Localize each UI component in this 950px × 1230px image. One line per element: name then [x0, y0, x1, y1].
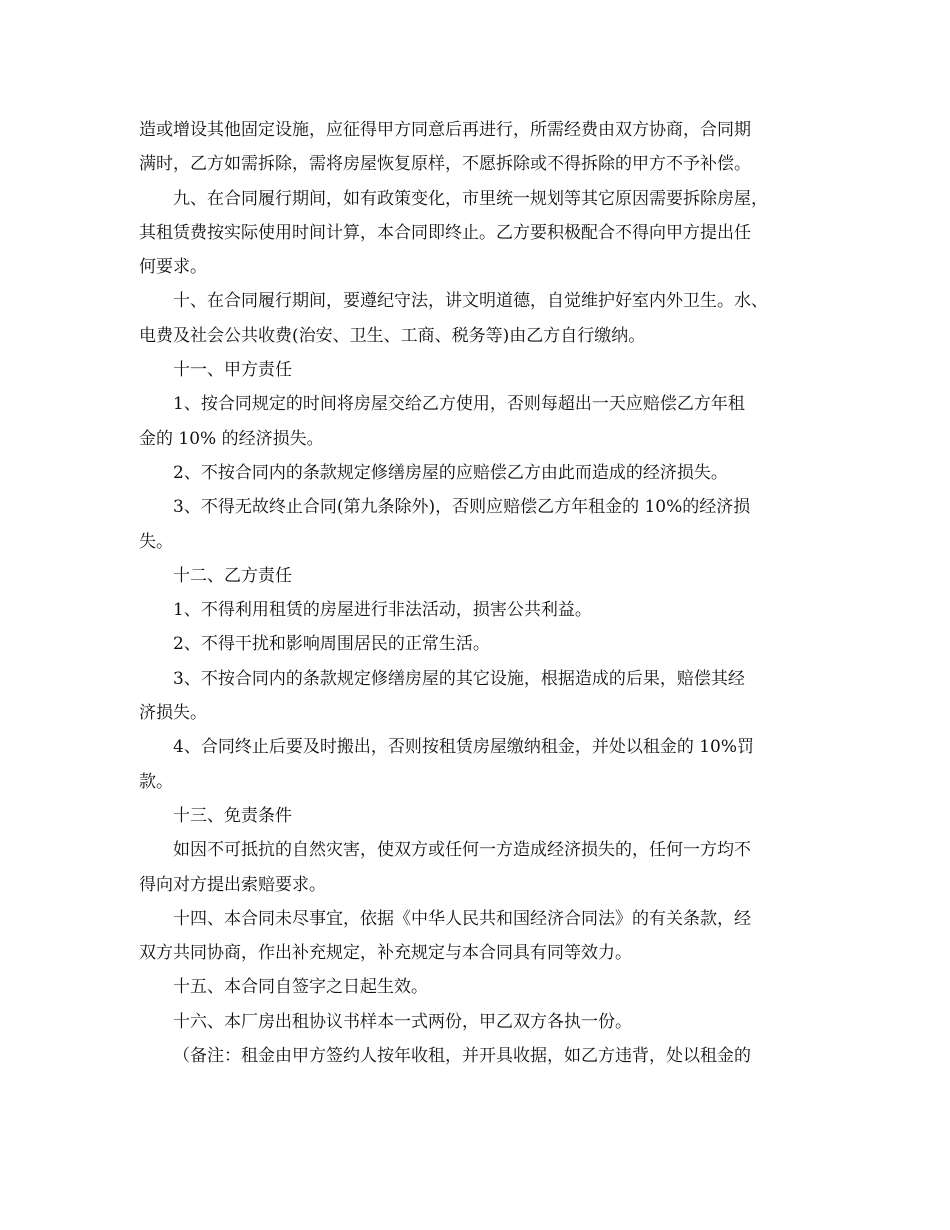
document-body	[139, 113, 829, 1073]
text-line: 何要求。	[139, 257, 207, 278]
section-heading: 十三、免责条件	[173, 805, 292, 826]
section-heading: 十一、甲方责任	[173, 360, 292, 381]
text-line: 满时，乙方如需拆除，需将房屋恢复原样，不愿拆除或不得拆除的甲方不予补偿。	[139, 154, 751, 175]
text-line: 4、合同终止后要及时搬出，否则按租赁房屋缴纳租金，并处以租金的 10%罚	[173, 737, 755, 758]
text-line: 款。	[139, 771, 173, 792]
text-line: 失。	[139, 531, 173, 552]
text-line: 3、不得无故终止合同(第九条除外)，否则应赔偿乙方年租金的 10%的经济损	[173, 497, 751, 518]
text-line: 十六、本厂房出租协议书样本一式两份，甲乙双方各执一份。	[173, 1011, 632, 1032]
text-line: 得向对方提出索赔要求。	[139, 874, 326, 895]
text-line: 1、按合同规定的时间将房屋交给乙方使用，否则每超出一天应赔偿乙方年租	[173, 394, 745, 415]
text-line: 2、不得干扰和影响周围居民的正常生活。	[173, 634, 490, 655]
text-line: 十、在合同履行期间，要遵纪守法，讲文明道德，自觉维护好室内外卫生。水、	[173, 291, 768, 312]
text-line: 如因不可抵抗的自然灾害，使双方或任何一方造成经济损失的，任何一方均不	[173, 840, 751, 861]
text-line: 双方共同协商，作出补充规定，补充规定与本合同具有同等效力。	[139, 943, 632, 964]
text-line: 其租赁费按实际使用时间计算，本合同即终止。乙方要积极配合不得向甲方提出任	[139, 222, 751, 243]
text-line: 1、不得利用租赁的房屋进行非法活动，损害公共利益。	[173, 600, 592, 621]
text-line: 金的 10% 的经济损失。	[139, 428, 324, 449]
text-line: 电费及社会公共收费(治安、卫生、工商、税务等)由乙方自行缴纳。	[139, 325, 646, 346]
text-line: 2、不按合同内的条款规定修缮房屋的应赔偿乙方由此而造成的经济损失。	[173, 462, 728, 483]
text-line: （备注：租金由甲方签约人按年收租，并开具收据，如乙方违背，处以租金的	[173, 1046, 751, 1067]
text-line: 十四、本合同未尽事宜，依据《中华人民共和国经济合同法》的有关条款，经	[173, 908, 751, 929]
text-line: 十五、本合同自签字之日起生效。	[173, 977, 428, 998]
text-line: 造或增设其他固定设施，应征得甲方同意后再进行，所需经费由双方协商，合同期	[139, 120, 751, 140]
section-heading: 十二、乙方责任	[173, 565, 292, 586]
text-line: 济损失。	[139, 703, 207, 724]
text-line: 九、在合同履行期间，如有政策变化，市里统一规划等其它原因需要拆除房屋，	[173, 188, 768, 209]
text-line: 3、不按合同内的条款规定修缮房屋的其它设施，根据造成的后果，赔偿其经	[173, 668, 745, 689]
